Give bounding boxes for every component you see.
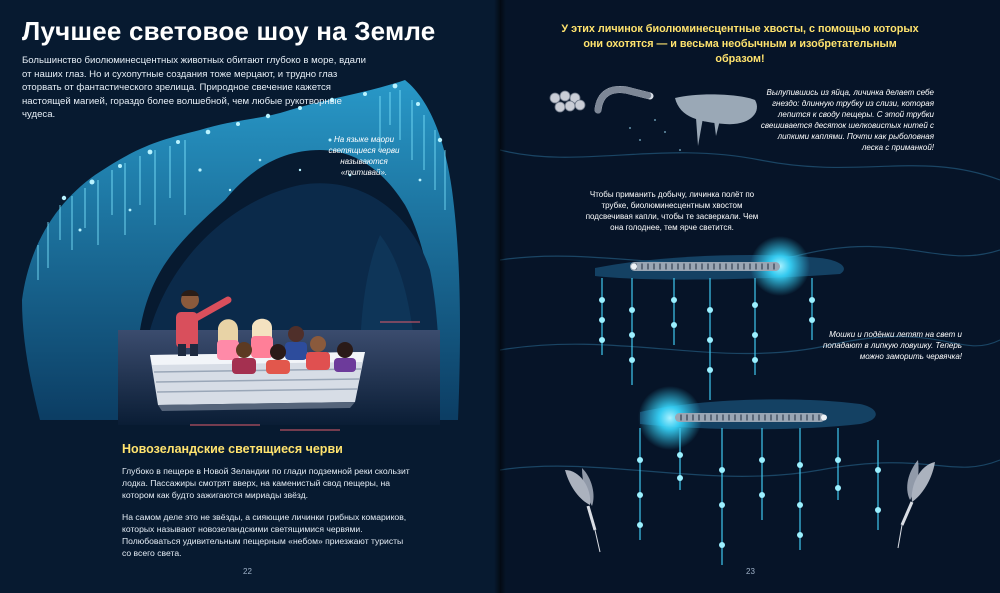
intro-paragraph: Большинство биолюминесцентных животных обитают глубоко в море, вдали от наших глаз. Но и сухопутные создания тоже мерцают, и трудно глаз оторвать от фантастического зрелища. Природное свечение кажется настоящей магией, гораздо более волшебной, чем любые рукотворные чудеса. [22, 55, 366, 121]
book-gutter [494, 0, 506, 593]
right-page-headline: У этих личинок биолюминесцентные хвосты, с помощью которых они охотятся — и весьма необычным и изобретательным образом! [561, 23, 919, 65]
lower-tube [638, 386, 876, 450]
maori-caption: На языке маори светящиеся черви называются «титивай». [328, 135, 400, 177]
mayfly-right [898, 460, 935, 548]
section-heading: Новозеландские светящиеся черви [122, 442, 343, 456]
body-paragraph-2: На самом деле это не звёзды, а сияющие личинки грибных комариков, которых называют новозеландскими светящимися червями. Полюбоваться удивительным пещерным «небом» приезжают туристы со всего света. [122, 512, 407, 558]
hatching-scene [550, 90, 757, 151]
trap-caption: Мошки и подёнки летят на свет и попадают в липкую ловушку. Теперь можно заморить червячка! [822, 330, 962, 361]
mayfly-left [565, 468, 600, 552]
hatch-caption: Вылупившись из яйца, личинка делает себе гнездо: длинную трубку из слизи, которая лепится к своду пещеры. С этой трубки свешивается десяток шелковистых нитей с липкими каплями. Почти как рыболовная леска с приманкой! [760, 88, 934, 152]
upper-snares [599, 278, 815, 400]
right-page [500, 0, 1000, 593]
page-title: Лучшее световое шоу на Земле [22, 16, 436, 46]
page-number-left: 22 [243, 567, 252, 576]
eggs-cluster [550, 91, 585, 112]
page-number-right: 23 [746, 567, 755, 576]
body-paragraph-1: Глубоко в пещере в Новой Зеландии по глади подземной реки скользит лодка. Пассажиры смотрят вверх, на каменистый свод пещеры, на котором как будто зажигаются мириады звёзд. [122, 466, 410, 500]
lure-caption: Чтобы приманить добычу, личинка полёт по трубке, биолюминесцентным хвостом подсвечивая капли, чтобы те засверкали. Чем она голоднее, тем ярче светится. [585, 190, 759, 232]
boat [150, 352, 365, 411]
